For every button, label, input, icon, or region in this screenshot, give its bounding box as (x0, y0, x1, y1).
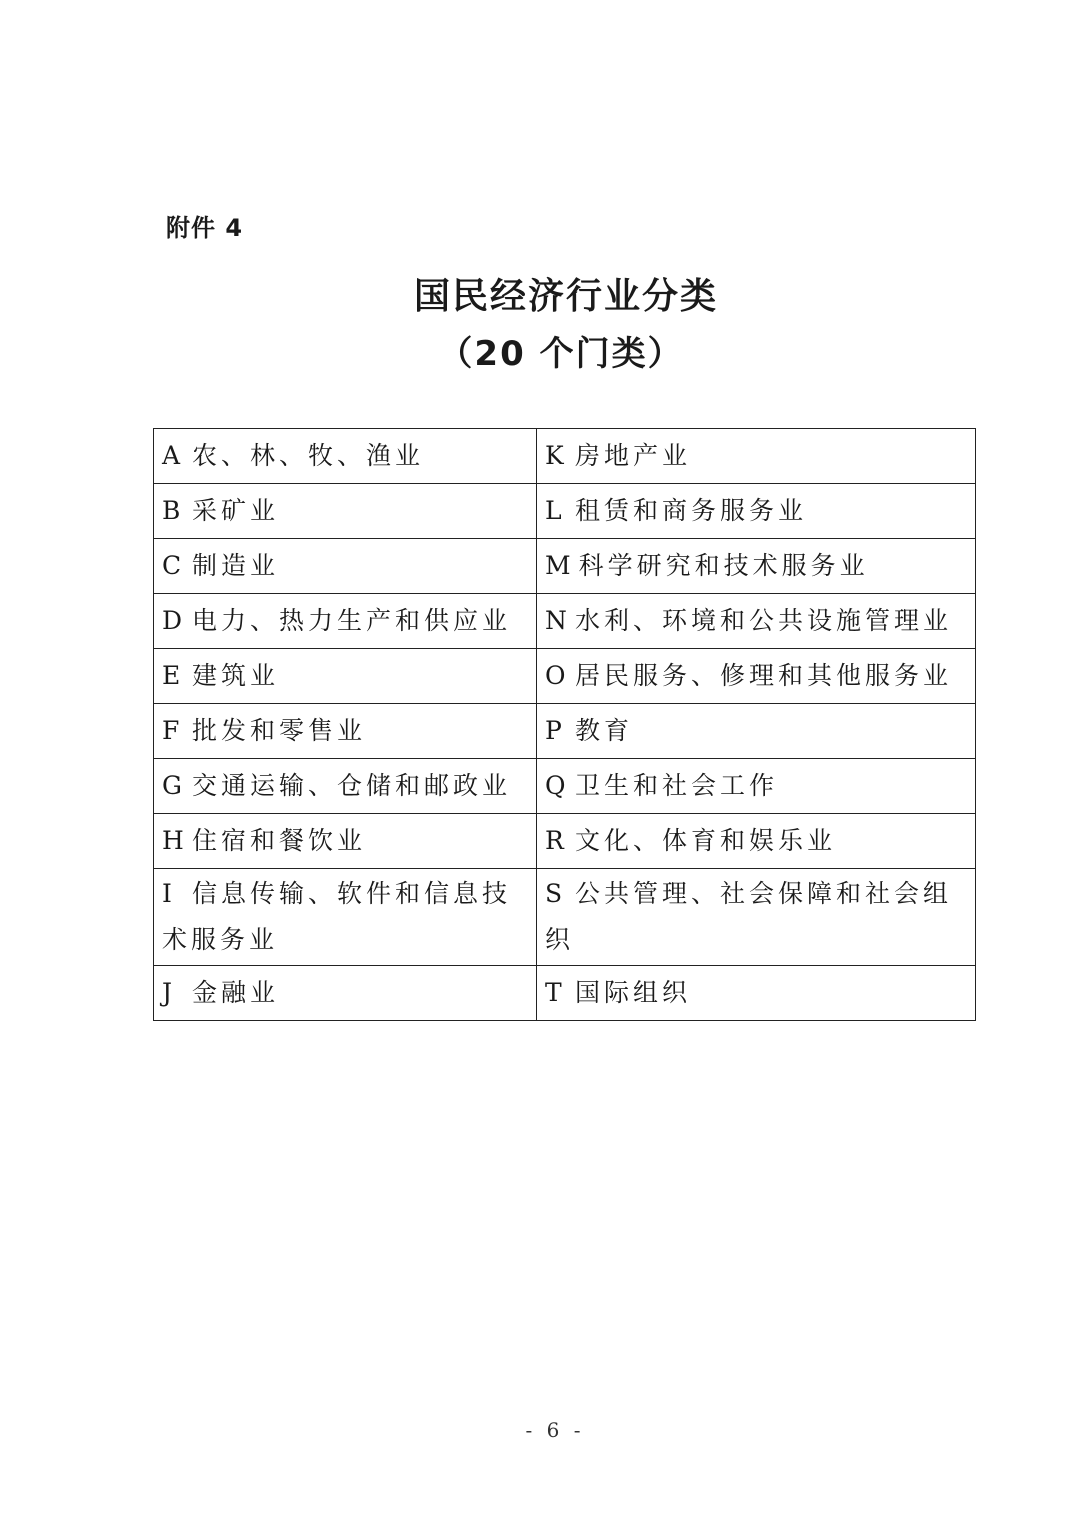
table-cell (537, 869, 976, 966)
table-cell (154, 594, 537, 649)
category-name: 教育 (575, 716, 634, 745)
category-name: 水利、环境和公共设施管理业 (575, 606, 953, 635)
table-cell (154, 869, 537, 966)
category-code: D (162, 606, 183, 635)
category-code: G (162, 771, 182, 800)
category-code: N (545, 606, 567, 635)
table-cell (154, 966, 537, 1021)
category-code: L (545, 496, 562, 525)
table-cell (154, 539, 537, 594)
table-row (154, 594, 976, 649)
category-code: Q (545, 771, 566, 800)
category-code: I (162, 879, 172, 908)
table-cell (537, 429, 976, 484)
attachment-label: 附件 4 (166, 214, 244, 242)
category-name: 居民服务、修理和其他服务业 (575, 661, 953, 690)
page-number: - 6 - (525, 1418, 585, 1442)
document-title: 国民经济行业分类 (413, 276, 718, 317)
table-row (154, 759, 976, 814)
category-name: 信息传输、软件和信息技术服务业 (162, 879, 512, 954)
table-cell (537, 484, 976, 539)
table-cell (154, 429, 537, 484)
category-name: 制造业 (192, 551, 280, 580)
category-code: J (162, 978, 173, 1007)
category-name: 交通运输、仓储和邮政业 (192, 771, 512, 800)
table-row (154, 869, 976, 966)
table-cell (537, 649, 976, 704)
table-cell (154, 704, 537, 759)
table-row (154, 429, 976, 484)
category-name: 批发和零售业 (192, 716, 367, 745)
category-code: S (545, 879, 563, 908)
table-cell (537, 814, 976, 869)
category-code: B (162, 496, 181, 525)
category-name: 科学研究和技术服务业 (578, 551, 869, 580)
industry-classification-table (153, 428, 976, 1021)
table-row (154, 814, 976, 869)
table-row (154, 539, 976, 594)
category-code: O (545, 661, 566, 690)
category-name: 电力、热力生产和供应业 (192, 606, 512, 635)
table-cell (537, 594, 976, 649)
table-row (154, 484, 976, 539)
table-row (154, 649, 976, 704)
document-subtitle: （20 个门类） (438, 334, 684, 374)
category-name: 房地产业 (575, 441, 692, 470)
table-row (154, 966, 976, 1021)
category-name: 卫生和社会工作 (575, 771, 779, 800)
category-code: K (545, 441, 564, 470)
table-cell (154, 759, 537, 814)
category-code: E (162, 661, 181, 690)
table-cell (537, 759, 976, 814)
category-name: 公共管理、社会保障和社会组织 (545, 879, 953, 954)
table-cell (154, 649, 537, 704)
category-name: 金融业 (192, 978, 280, 1007)
table-cell (537, 966, 976, 1021)
table-row (154, 704, 976, 759)
category-name: 农、林、牧、渔业 (192, 441, 425, 470)
category-name: 建筑业 (192, 661, 280, 690)
category-code: C (162, 551, 182, 580)
category-name: 租赁和商务服务业 (575, 496, 808, 525)
category-name: 住宿和餐饮业 (192, 826, 367, 855)
category-name: 采矿业 (192, 496, 280, 525)
category-code: H (162, 826, 184, 855)
category-code: R (545, 826, 564, 855)
category-name: 文化、体育和娱乐业 (575, 826, 837, 855)
table-cell (537, 704, 976, 759)
table-cell (537, 539, 976, 594)
table-cell (154, 484, 537, 539)
category-code: P (545, 716, 562, 745)
category-code: A (162, 441, 181, 470)
category-code: T (545, 978, 562, 1007)
category-code: M (545, 551, 571, 580)
category-name: 国际组织 (575, 978, 692, 1007)
category-code: F (162, 716, 180, 745)
table-cell (154, 814, 537, 869)
